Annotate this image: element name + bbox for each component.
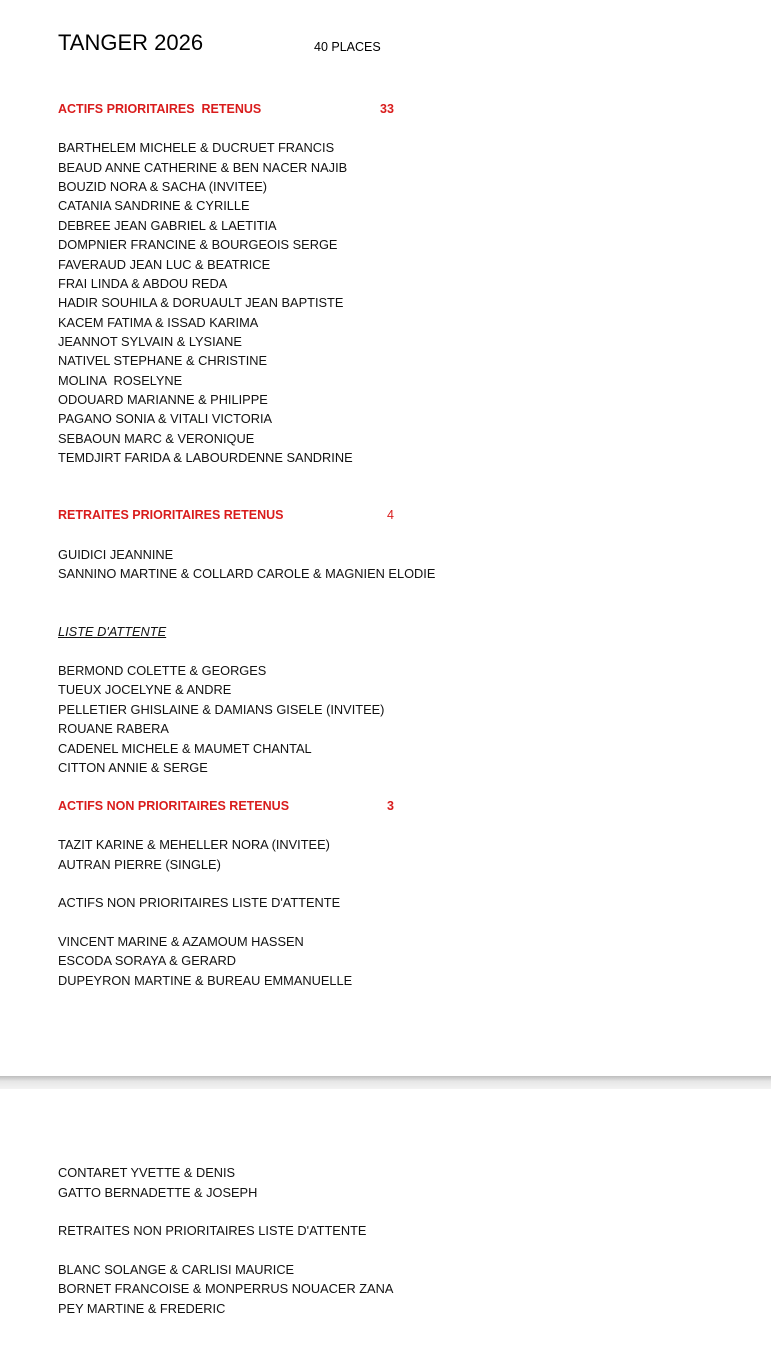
list-item: KACEM FATIMA & ISSAD KARIMA — [58, 315, 259, 330]
list-item: SEBAOUN MARC & VERONIQUE — [58, 431, 255, 446]
list-item: VINCENT MARINE & AZAMOUM HASSEN — [58, 934, 304, 949]
document-title: TANGER 2026 — [58, 30, 204, 55]
list-item: TEMDJIRT FARIDA & LABOURDENNE SANDRINE — [58, 450, 353, 465]
list-item: DEBREE JEAN GABRIEL & LAETITIA — [58, 218, 277, 233]
list-item: BLANC SOLANGE & CARLISI MAURICE — [58, 1262, 295, 1277]
list-item: BORNET FRANCOISE & MONPERRUS NOUACER ZANA — [58, 1281, 394, 1296]
heading-liste-attente: LISTE D'ATTENTE — [58, 624, 167, 639]
list-item: CITTON ANNIE & SERGE — [58, 760, 208, 775]
heading-actifs-prioritaires: ACTIFS PRIORITAIRES RETENUS — [58, 102, 262, 116]
list-item: GUIDICI JEANNINE — [58, 547, 174, 562]
count-actifs-non-prioritaires: 3 — [387, 799, 394, 813]
list-item: BOUZID NORA & SACHA (INVITEE) — [58, 179, 268, 194]
list-item: AUTRAN PIERRE (SINGLE) — [58, 857, 221, 872]
list-item: BARTHELEM MICHELE & DUCRUET FRANCIS — [58, 140, 335, 155]
list-item: CADENEL MICHELE & MAUMET CHANTAL — [58, 741, 312, 756]
heading-retraites-non-prioritaires-attente: RETRAITES NON PRIORITAIRES LISTE D'ATTENTE — [58, 1223, 367, 1238]
count-actifs-prioritaires: 33 — [380, 102, 394, 116]
list-item: DUPEYRON MARTINE & BUREAU EMMANUELLE — [58, 973, 353, 988]
list-item: JEANNOT SYLVAIN & LYSIANE — [58, 334, 242, 349]
list-item: MOLINA ROSELYNE — [58, 373, 183, 388]
count-retraites-prioritaires: 4 — [387, 508, 394, 522]
document-page-2 — [0, 1089, 771, 1357]
list-item: PAGANO SONIA & VITALI VICTORIA — [58, 411, 273, 426]
list-item: FAVERAUD JEAN LUC & BEATRICE — [58, 257, 271, 272]
list-item: ROUANE RABERA — [58, 721, 169, 736]
places-count: 40 PLACES — [314, 40, 381, 54]
list-item: PEY MARTINE & FREDERIC — [58, 1301, 226, 1316]
heading-actifs-non-prioritaires-attente: ACTIFS NON PRIORITAIRES LISTE D'ATTENTE — [58, 895, 341, 910]
list-item: NATIVEL STEPHANE & CHRISTINE — [58, 353, 268, 368]
list-item: FRAI LINDA & ABDOU REDA — [58, 276, 228, 291]
list-item: DOMPNIER FRANCINE & BOURGEOIS SERGE — [58, 237, 338, 252]
list-item: TUEUX JOCELYNE & ANDRE — [58, 682, 232, 697]
list-item: SANNINO MARTINE & COLLARD CAROLE & MAGNIEN ELODIE — [58, 566, 436, 581]
list-item: GATTO BERNADETTE & JOSEPH — [58, 1185, 258, 1200]
page-separator — [0, 1076, 771, 1089]
list-item: ESCODA SORAYA & GERARD — [58, 953, 237, 968]
list-item: CONTARET YVETTE & DENIS — [58, 1165, 236, 1180]
heading-retraites-prioritaires: RETRAITES PRIORITAIRES RETENUS — [58, 508, 284, 522]
list-item: CATANIA SANDRINE & CYRILLE — [58, 198, 250, 213]
list-item: HADIR SOUHILA & DORUAULT JEAN BAPTISTE — [58, 295, 344, 310]
list-item: ODOUARD MARIANNE & PHILIPPE — [58, 392, 268, 407]
list-item: BEAUD ANNE CATHERINE & BEN NACER NAJIB — [58, 160, 348, 175]
list-item: PELLETIER GHISLAINE & DAMIANS GISELE (INVITEE) — [58, 702, 385, 717]
list-item: BERMOND COLETTE & GEORGES — [58, 663, 267, 678]
list-item: TAZIT KARINE & MEHELLER NORA (INVITEE) — [58, 837, 330, 852]
heading-actifs-non-prioritaires: ACTIFS NON PRIORITAIRES RETENUS — [58, 799, 290, 813]
